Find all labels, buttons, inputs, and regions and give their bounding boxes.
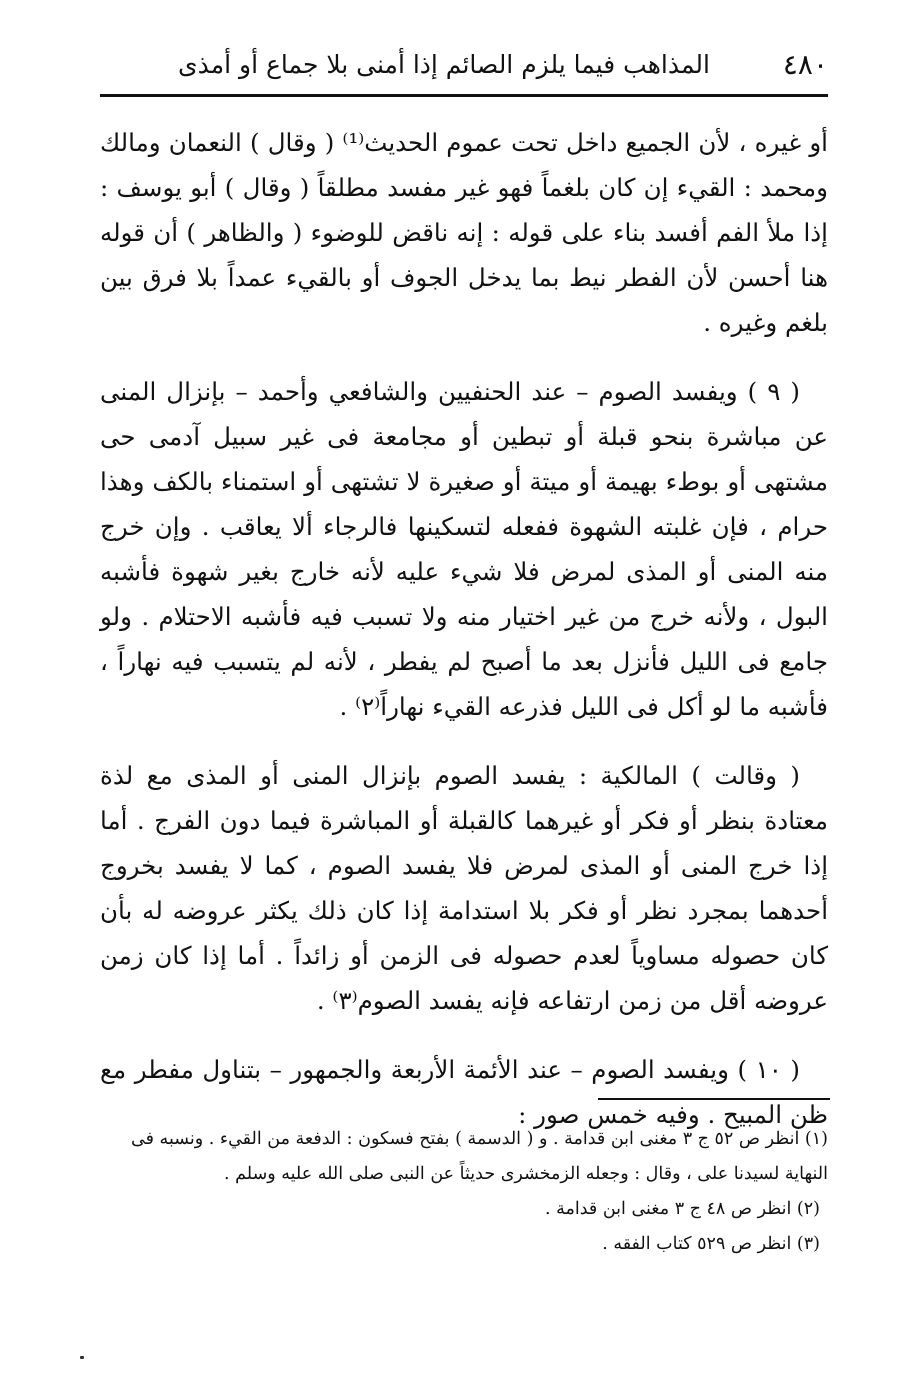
paragraph-section-9: ( ٩ ) ويفسد الصوم – عند الحنفيين والشافعي وأحمد – بإنزال المنى عن مباشرة بنحو قبلة أو تبطين أو مجامعة فى غير سبيل آدمى حى مشتهى أو بوطء بهيمة أو ميتة أو صغيرة لا تشتهى أو استمناء بالكف وهذا حرام ، فإن غلبته الشهوة ففعله لتسكينها فالرجاء ألا يعاقب . وإن خرج منه المنى أو المذى لمرض فلا شيء عليه لأنه خارج بغير شهوة فأشبه البول ، ولأنه خرج من غير اختيار منه ولا تسبب فيه فأشبه الاحتلام . ولو جامع فى الليل فأنزل بعد ما أصبح لم يفطر ، لأنه لم يتسبب فيه نهاراً ، فأشبه ما لو أكل فى الليل فذرعه القيء نهاراً⁽٢⁾ . (100, 377, 828, 721)
page-number: ٤٨٠ (782, 48, 828, 81)
running-title: المذاهب فيما يلزم الصائم إذا أمنى بلا جماع أو أمذى (178, 50, 710, 79)
scan-speck (80, 1356, 84, 1359)
footnote-rule (598, 1098, 830, 1100)
paragraph-section-10: ( ١٠ ) ويفسد الصوم – عند الأئمة الأربعة والجمهور – بتناول مفطر مع ظن المبيح . وفيه خمس صور : (100, 1055, 828, 1129)
header-rule (100, 94, 828, 97)
footnote-2: (٢) انظر ص ٤٨ ج ٣ مغنى ابن قدامة . (544, 1199, 820, 1219)
footnote-1: (١) انظر ص ٥٢ ج ٣ مغنى ابن قدامة . و ( الدسمة ) بفتح فسكون : الدفعة من القيء . ونسبه فى النهاية لسيدنا على ، وقال : وجعله الزمخشرى حديثاً عن النبى صلى الله عليه وسلم . (131, 1129, 828, 1184)
body-text (100, 120, 828, 1161)
paragraph-intro: أو غيره ، لأن الجميع داخل تحت عموم الحديث⁽¹⁾ ( وقال ) النعمان ومالك ومحمد : القيء إن كان بلغماً فهو غير مفسد مطلقاً ( وقال ) أبو يوسف : إذا ملأ الفم أفسد بناء على قوله : إنه ناقض للوضوء ( والظاهر ) أن قوله هنا أحسن لأن الفطر نيط بما يدخل الجوف أو بالقيء عمداً بلا فرق بين بلغم وغيره . (100, 128, 828, 337)
page-header (100, 40, 828, 90)
paragraph-malikiyya: ( وقالت ) المالكية : يفسد الصوم بإنزال المنى أو المذى مع لذة معتادة بنظر أو فكر أو غيرهما كالقبلة أو المباشرة فيما دون الفرج . أما إذا خرج المنى أو المذى لمرض فلا يفسد الصوم ، كما لا يفسد بخروج أحدهما بمجرد نظر أو فكر بلا استدامة إذا كان ذلك يكثر عروضه له بأن كان حصوله مساوياً لعدم حصوله فى الزمن أو زائداً . أما إذا كان زمن عروضه أقل من زمن ارتفاعه فإنه يفسد الصوم⁽٣⁾ . (100, 761, 828, 1015)
footnote-3: (٣) انظر ص ٥٢٩ كتاب الفقه . (602, 1234, 820, 1254)
footnotes (100, 1122, 828, 1262)
